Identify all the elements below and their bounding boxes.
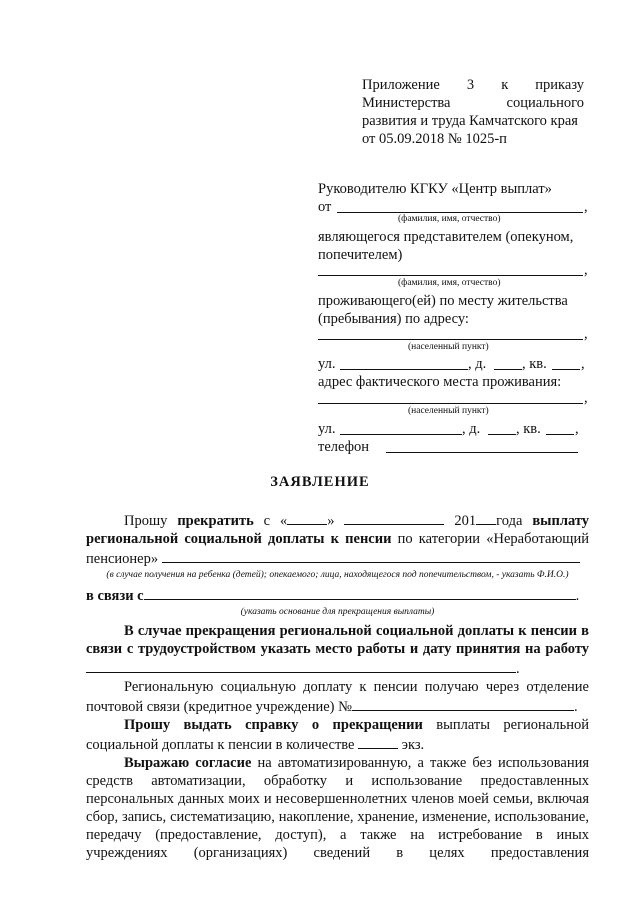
street-field[interactable] [340,369,468,370]
certificate-paragraph: Прошу выдать справку о прекращении выплаты региональной социальной доплаты к пенсии в количестве экз. [86,717,590,753]
employment-field[interactable] [86,658,516,673]
appendix-block [362,76,584,148]
caption-reason: (указать основание для прекращения выплаты) [240,607,435,617]
locality-field-2[interactable] [318,403,583,404]
street-prefix-2: ул. [318,421,336,437]
document-title: ЗАЯВЛЕНИЕ [270,474,370,490]
caption-child: (в случае получения на ребенка (детей); опекаемого; лица, находящегося под попечительством, - указать Ф.И.О.) [106,570,569,580]
document-page: Приложение 3 к приказу Министерства социального развития и труда Камчатского края от 05.09.2018 № 1025-п Руководителю КГКУ «Центр выплат» от , (фамилия, имя, отчество) являющегося представителем (опекуном, попечителем) , (фамилия, имя, отчество) проживающего(ей) по месту жительства (пребывания) по адресу: , (населенный пункт) ул. , д. , кв. , адрес фактического места проживания: , (населенный пункт) ул. , д. , кв. , телефон ЗАЯВЛЕНИЕ Прошу прекратить с « » 201 года выплату региональной социальной доплаты к пенсии по категории «Неработающий пенсионер» (в случае получения на ребенка (детей); опекаемого; лица, находящегося под попечительством, - указать Ф.И.О.) в связи с . (указать основание для прекращения выплаты) В случае прекращения региональной социальной доплаты к пенсии в связи с трудоустройством указать место работы и дату принятия на работу . Региональную социальную доплату к пенсии получаю через отделение почтовой связи (кредитное учреждение) № . Прошу выдать справку о прекращении выплаты региональной социальной доплаты к пенсии в количестве экз. Выражаю согласие на автоматизированную, а также без использования средств автоматизации, обработку и использование предоставленных персональных данных моих и несовершеннолетних членов моей семьи, включая сбор, запись, систематизацию, накопление, хранение, изменение, использование, передачу (предоставление, доступ), а также на истребование в иных учреждениях (организациях) сведений в целях предоставления [0,0,640,905]
street-field-2[interactable] [340,434,462,435]
flat-field[interactable] [552,369,580,370]
fio-field[interactable] [337,212,583,213]
appendix-line: Приложение 3 к приказу [362,77,584,93]
caption-locality: (населенный пункт) [408,342,489,352]
consent-paragraph: Выражаю согласие на автоматизированную, а также без использования средств автоматизации, обработку и использование предоставленных персональных данных моих и несовершеннолетних членов моей семьи, включая сбор, запись, систематизацию, накопление, хранение, изменение, использование, передачу (предоставление, доступ), а также на истребование в иных учреждениях (организациях) сведений в целях предоставления [86,755,590,861]
copies-field[interactable] [358,734,398,749]
representative-fio-field[interactable] [318,275,583,276]
reason-paragraph: в связи с . [86,585,589,605]
reason-field[interactable] [144,585,576,600]
phone-field[interactable] [386,452,578,453]
house-field[interactable] [494,369,522,370]
employment-paragraph: В случае прекращения региональной социальной доплаты к пенсии в связи с трудоустройством указать место работы и дату принятия на работу . [86,623,589,677]
appendix-line: от 05.09.2018 № 1025-п [362,131,507,147]
phone-label: телефон [318,439,370,455]
statement-body [86,510,589,862]
residence-line1: проживающего(ей) по месту жительства [318,293,568,309]
from-prefix: от [318,199,332,215]
locality-field[interactable] [318,339,583,340]
residence-line2: (пребывания) по адресу: [318,311,469,327]
year-field[interactable] [476,510,496,525]
representative-line2: попечителем) [318,247,403,263]
representative-line1: являющегося представителем (опекуном, [318,229,574,245]
office-number-field[interactable] [352,696,574,711]
house-field-2[interactable] [488,434,516,435]
day-field[interactable] [287,510,327,525]
appendix-line: развития и труда Камчатского края [362,113,578,129]
caption-locality2: (населенный пункт) [408,406,489,416]
month-field[interactable] [344,510,444,525]
flat-field-2[interactable] [546,434,574,435]
caption-fio2: (фамилия, имя, отчество) [398,278,501,288]
actual-address-label: адрес фактического места проживания: [318,374,562,390]
appendix-line: Министерства социального [362,95,584,111]
category-field[interactable] [162,548,580,563]
addressee-to: Руководителю КГКУ «Центр выплат» [318,181,552,197]
caption-fio: (фамилия, имя, отчество) [398,214,501,224]
request-paragraph: Прошу прекратить с « » 201 года выплату региональной социальной доплаты к пенсии по категории «Неработающий пенсионер» [86,510,589,568]
delivery-paragraph: Региональную социальную доплату к пенсии получаю через отделение почтовой связи (кредитное учреждение) № . [86,679,589,715]
street-prefix: ул. [318,356,336,372]
